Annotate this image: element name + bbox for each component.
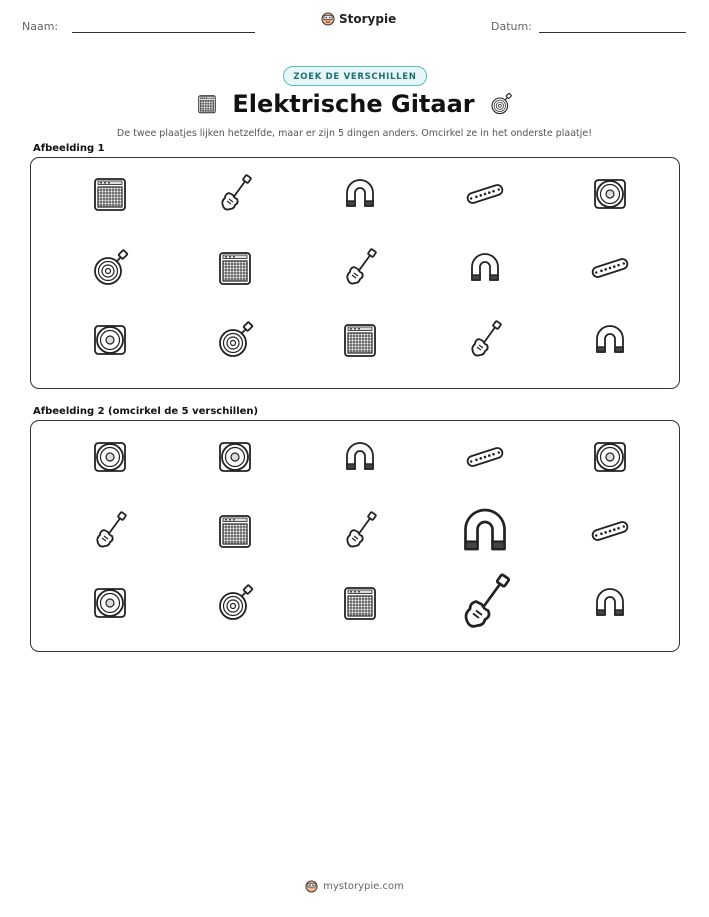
logo-text: Storypie	[339, 12, 397, 26]
name-line[interactable]	[72, 32, 255, 33]
date-label: Datum:	[491, 20, 532, 33]
amplifier-icon	[215, 248, 255, 288]
amplifier-icon	[340, 320, 380, 360]
speaker-icon[interactable]	[215, 437, 255, 477]
activity-badge: ZOEK DE VERSCHILLEN	[283, 66, 427, 86]
title-row	[0, 90, 709, 118]
speaker-icon[interactable]	[590, 437, 630, 477]
amplifier-icon[interactable]	[215, 511, 255, 551]
page-title: Elektrische Gitaar	[232, 90, 475, 118]
picture-1-label: Afbeelding 1	[33, 143, 105, 154]
storypie-mascot-icon	[321, 12, 335, 26]
storypie-mascot-icon	[305, 880, 318, 893]
instructions: De twee plaatjes lijken hetzelfde, maar er zijn 5 dingen anders. Omcirkel ze in het onderste plaatje!	[116, 128, 593, 139]
magnet-icon[interactable]	[340, 437, 380, 477]
pickup-icon	[590, 248, 630, 288]
speaker-icon[interactable]	[90, 437, 130, 477]
name-label: Naam:	[22, 20, 59, 33]
pickup-icon[interactable]	[590, 511, 630, 551]
picture-2-label: Afbeelding 2 (omcirkel de 5 verschillen)	[33, 406, 259, 417]
amplifier-icon[interactable]	[340, 583, 380, 623]
footer-url: mystorypie.com	[323, 881, 404, 892]
magnet-icon[interactable]	[590, 583, 630, 623]
magnet-icon[interactable]	[455, 501, 515, 561]
speaker-icon[interactable]	[90, 583, 130, 623]
amplifier-icon	[90, 174, 130, 214]
cable-icon[interactable]	[215, 583, 255, 623]
date-line[interactable]	[539, 32, 686, 33]
picture-1-panel	[30, 157, 680, 389]
magnet-icon	[465, 248, 505, 288]
speaker-icon	[90, 320, 130, 360]
guitar-icon	[215, 174, 255, 214]
amplifier-icon	[196, 93, 218, 115]
magnet-icon	[590, 320, 630, 360]
guitar-icon	[340, 248, 380, 288]
pickup-icon	[465, 174, 505, 214]
guitar-icon	[465, 320, 505, 360]
magnet-icon	[340, 174, 380, 214]
guitar-icon[interactable]	[340, 511, 380, 551]
picture-2-panel[interactable]	[30, 420, 680, 652]
cable-icon	[90, 248, 130, 288]
cable-icon	[215, 320, 255, 360]
cable-icon	[489, 92, 513, 116]
speaker-icon	[590, 174, 630, 214]
footer	[0, 880, 709, 893]
guitar-icon[interactable]	[455, 573, 515, 633]
guitar-icon[interactable]	[90, 511, 130, 551]
storypie-logo	[321, 12, 396, 26]
pickup-icon[interactable]	[465, 437, 505, 477]
